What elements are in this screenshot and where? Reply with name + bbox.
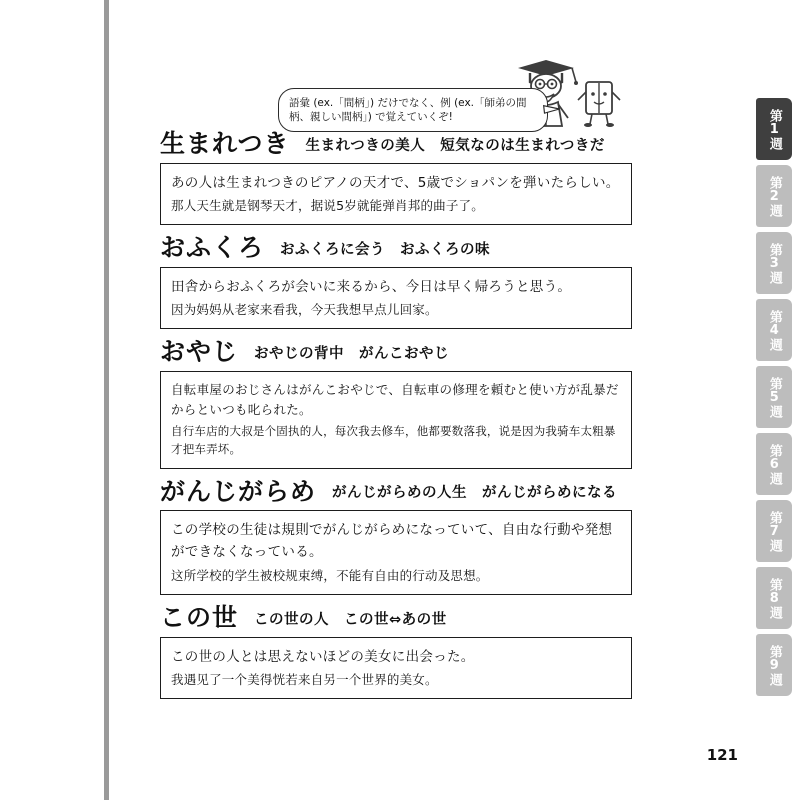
entry-chinese-translation: 自行车店的大叔是个固执的人，每次我去修车，他都要数落我，说是因为我骑车太粗暴才把车弄坏。 — [171, 424, 616, 456]
entry-japanese-sentence: 自転車屋のおじさんはがんこおやじで、自転車の修理を頼むと使い方が乱暴だからといつも叱られた。 — [171, 381, 619, 418]
entry-term: 生まれつき — [160, 129, 290, 158]
entry-term: この世 — [160, 603, 239, 633]
entry-term: おふくろ — [160, 233, 265, 263]
entry-examples: おやじの背中 がんこおやじ — [254, 345, 450, 362]
vocabulary-entry-list — [160, 130, 632, 708]
entry-sentence-box — [160, 163, 632, 226]
entry-header — [160, 478, 632, 506]
vocabulary-entry — [160, 604, 632, 699]
entry-chinese-translation: 我遇见了一个美得恍若来自另一个世界的美女。 — [171, 671, 438, 687]
entry-chinese-translation: 这所学校的学生被校规束缚，不能有自由的行动及思想。 — [171, 567, 489, 583]
entry-term: がんじがらめ — [160, 476, 317, 506]
week-tab-1[interactable]: 第1週 — [756, 98, 792, 160]
week-tab-9[interactable]: 第9週 — [756, 634, 792, 696]
entry-japanese-sentence: 田舎からおふくろが会いに来るから、今日は早く帰ろうと思う。 — [171, 278, 572, 295]
week-tab-4[interactable]: 第4週 — [756, 299, 792, 361]
entry-examples: 生まれつきの美人 短気なのは生まれつきだ — [305, 137, 605, 154]
vocabulary-entry — [160, 234, 632, 329]
entry-chinese-translation: 那人天生就是钢琴天才，据说5岁就能弹肖邦的曲子了。 — [171, 197, 484, 213]
vocabulary-entry — [160, 478, 632, 595]
entry-examples: この世の人 この世⇔あの世 — [254, 611, 447, 628]
entry-japanese-sentence: この世の人とは思えないほどの美女に出会った。 — [171, 648, 475, 665]
vocabulary-entry — [160, 130, 632, 225]
vocabulary-entry — [160, 338, 632, 468]
entry-sentence-box — [160, 371, 632, 469]
entry-examples: がんじがらめの人生 がんじがらめになる — [332, 485, 618, 502]
entry-sentence-box — [160, 637, 632, 700]
week-tab-3[interactable]: 第3週 — [756, 232, 792, 294]
entry-header — [160, 234, 632, 262]
entry-sentence-box — [160, 510, 632, 595]
entry-header — [160, 604, 632, 632]
page-number: 121 — [706, 746, 738, 764]
page-left-margin — [0, 0, 108, 800]
week-tab-2[interactable]: 第2週 — [756, 165, 792, 227]
entry-header — [160, 130, 632, 158]
speech-bubble-container — [278, 88, 548, 132]
entry-chinese-translation: 因为妈妈从老家来看我，今天我想早点儿回家。 — [171, 301, 438, 317]
week-tab-8[interactable]: 第8週 — [756, 567, 792, 629]
week-tab-5[interactable]: 第5週 — [756, 366, 792, 428]
week-tab-6[interactable]: 第6週 — [756, 433, 792, 495]
entry-japanese-sentence: この学校の生徒は規則でがんじがらめになっていて、自由な行動や発想ができなくなっている。 — [171, 522, 613, 561]
entry-sentence-box — [160, 267, 632, 330]
entry-term: おやじ — [160, 337, 239, 367]
week-tab-7[interactable]: 第7週 — [756, 500, 792, 562]
entry-header — [160, 338, 632, 366]
week-tab-list — [756, 98, 792, 696]
speech-bubble-tail-icon — [542, 104, 562, 114]
speech-bubble-text: 語彙 (ex.「間柄」) だけでなく、例 (ex.「師弟の間柄、親しい間柄」) で覚えていくぞ! — [278, 88, 548, 132]
entry-examples: おふくろに会う おふくろの味 — [280, 241, 491, 258]
entry-japanese-sentence: あの人は生まれつきのピアノの天才で、5歳でショパンを弾いたらしい。 — [171, 174, 620, 191]
